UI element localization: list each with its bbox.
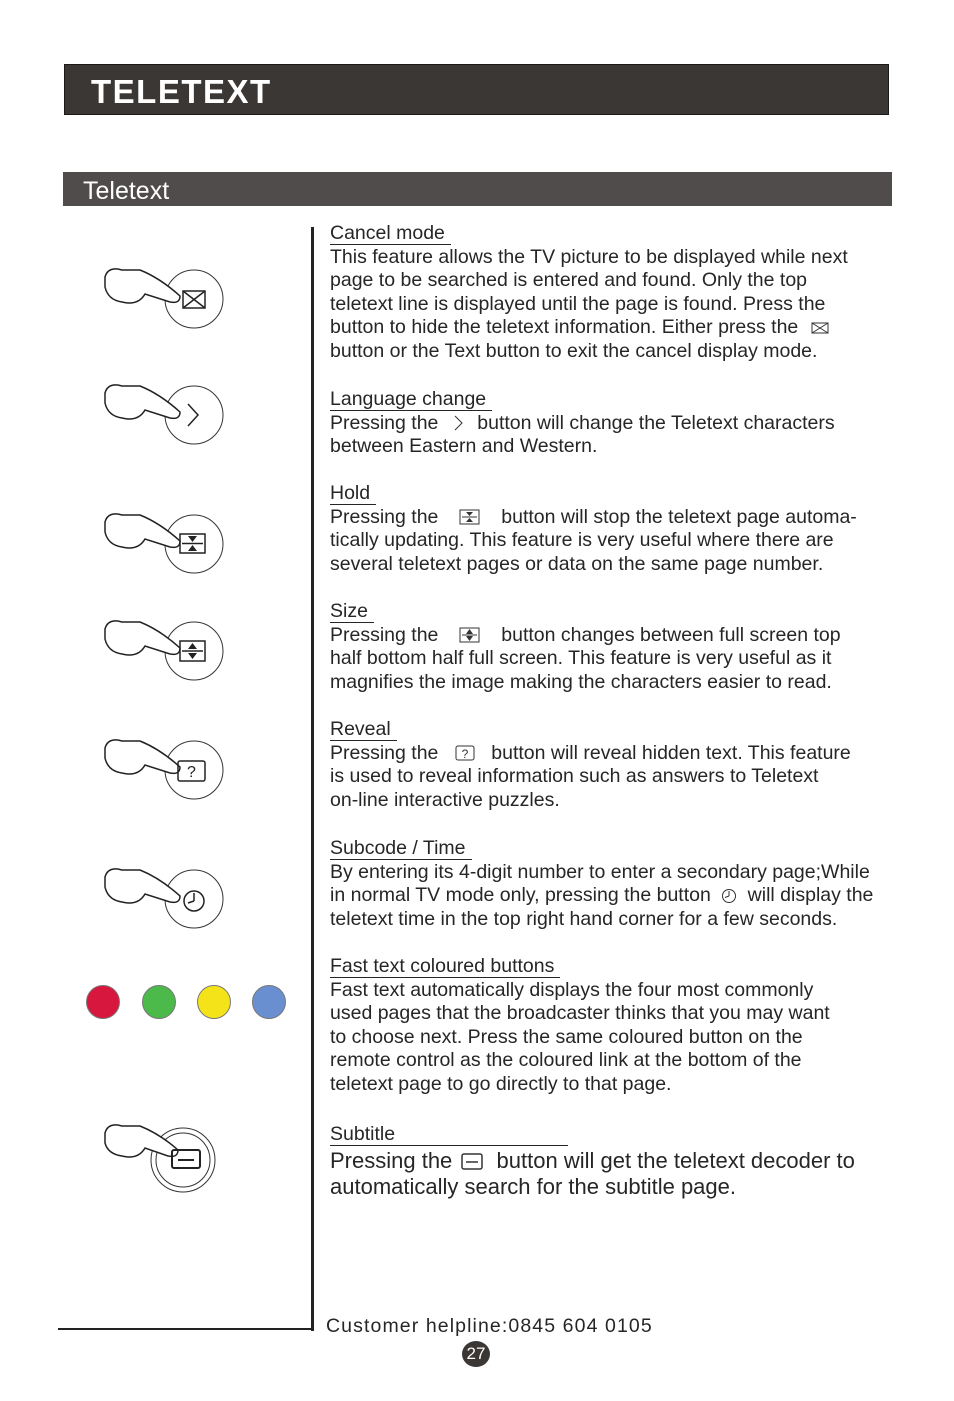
subtitle-icon	[460, 1152, 484, 1172]
text-line: By entering its 4-digit number to enter a secondary page;While	[330, 860, 870, 883]
text-line: Pressing the	[330, 623, 439, 646]
text-line: This feature allows the TV picture to be displayed while next	[330, 245, 848, 268]
page-title: TELETEXT	[91, 73, 272, 110]
fast-text-heading: Fast text coloured buttons	[330, 956, 560, 978]
language-button-illustration	[100, 378, 230, 453]
size-icon	[180, 641, 205, 661]
vertical-divider	[311, 227, 314, 1331]
text-line: teletext line is displayed until the page is found. Press the	[330, 292, 826, 315]
header-bar	[64, 64, 889, 115]
reveal-button-illustration	[100, 733, 230, 808]
text-line: Pressing the	[330, 411, 439, 434]
reveal-heading: Reveal	[330, 719, 397, 741]
cancel-button-illustration	[100, 262, 230, 337]
text-line: button will reveal hidden text. This feature	[491, 741, 851, 764]
text-line: button will change the Teletext characters	[477, 411, 835, 434]
fast-text-section	[330, 955, 920, 1096]
text-line: on-line interactive puzzles.	[330, 788, 560, 811]
subtitle-button-illustration	[100, 1118, 230, 1198]
text-line: Pressing the	[330, 1148, 453, 1173]
text-line: used pages that the broadcaster thinks that you may want	[330, 1002, 830, 1024]
language-chevron-icon	[450, 414, 466, 432]
text-line: teletext time in the top right hand corner for a few seconds.	[330, 907, 838, 930]
reveal-section	[330, 718, 920, 812]
red-button	[86, 985, 120, 1019]
svg-text:?: ?	[187, 764, 196, 781]
hold-heading: Hold	[330, 483, 376, 505]
page-number: 27	[462, 1341, 490, 1367]
text-line: button will get the teletext decoder to	[496, 1148, 855, 1173]
size-button-illustration	[100, 614, 230, 689]
bottom-divider	[58, 1328, 314, 1330]
text-line: is used to reveal information such as answers to Teletext	[330, 765, 819, 787]
green-button	[142, 985, 176, 1019]
text-line: magnifies the image making the characters easier to read.	[330, 670, 832, 693]
subtitle-heading: Subtitle	[330, 1124, 568, 1146]
text-line: to choose next. Press the same coloured button on the	[330, 1025, 803, 1048]
text-line: Fast text automatically displays the four most commonly	[330, 978, 814, 1001]
text-line: remote control as the coloured link at the bottom of the	[330, 1049, 802, 1071]
size-section	[330, 600, 920, 694]
text-line: page to be searched is entered and found. Only the top	[330, 269, 808, 291]
cancel-mode-heading: Cancel mode	[330, 223, 451, 245]
text-line: Pressing the	[330, 505, 439, 528]
section-bar	[63, 172, 892, 206]
text-line: button or the Text button to exit the cancel display mode.	[330, 339, 818, 362]
text-line: tically updating. This feature is very useful where there are	[330, 529, 834, 551]
text-line: several teletext pages or data on the same page number.	[330, 552, 824, 575]
subcode-time-section	[330, 837, 920, 931]
cancel-mode-section	[330, 222, 920, 363]
text-line: in normal TV mode only, pressing the button	[330, 884, 711, 906]
text-line: will display the	[747, 884, 874, 906]
text-line: half bottom half full screen. This feature is very useful as it	[330, 647, 832, 669]
hold-icon	[458, 508, 482, 526]
reveal-icon	[454, 744, 476, 762]
clock-icon	[720, 887, 738, 905]
subtitle-section	[330, 1120, 920, 1200]
reveal-icon	[178, 761, 205, 781]
subcode-time-heading: Subcode / Time	[330, 838, 472, 860]
customer-helpline: Customer helpline:0845 604 0105	[326, 1315, 653, 1337]
time-button-illustration	[100, 862, 230, 937]
blue-button	[252, 985, 286, 1019]
text-line: Pressing the	[330, 741, 439, 764]
section-title: Teletext	[83, 177, 170, 205]
language-change-heading: Language change	[330, 389, 492, 411]
text-line: button to hide the teletext information. Either press the	[330, 316, 799, 338]
svg-text:?: ?	[461, 747, 469, 762]
cancel-icon	[183, 291, 205, 308]
language-change-section	[330, 388, 920, 459]
cancel-icon	[810, 321, 830, 335]
text-line: between Eastern and Western.	[330, 435, 598, 457]
clock-icon	[184, 891, 204, 911]
text-line: teletext page to go directly to that page.	[330, 1072, 672, 1095]
yellow-button	[197, 985, 231, 1019]
text-line: button will stop the teletext page automa-	[501, 505, 857, 528]
hold-icon	[180, 534, 205, 553]
text-line: button changes between full screen top	[501, 623, 841, 646]
size-icon	[458, 626, 482, 644]
size-heading: Size	[330, 601, 374, 623]
hold-button-illustration	[100, 507, 230, 582]
text-line: automatically search for the subtitle page.	[330, 1174, 737, 1199]
language-chevron-icon	[188, 404, 198, 426]
hold-section	[330, 482, 920, 576]
